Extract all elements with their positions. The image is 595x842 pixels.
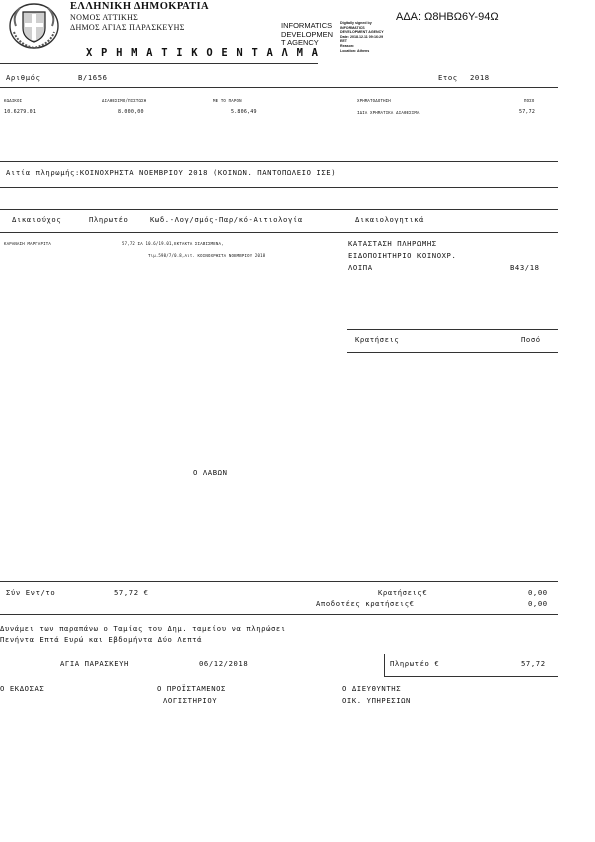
payment-instruction: Δυνάμει των παραπάνω ο Ταμίας του Δημ. ταμείου να πληρώσει <box>0 624 286 633</box>
head-accounting-label: Ο ΠΡΟΪΣΤΑΜΕΝΟΣ <box>157 684 226 693</box>
column-header-code: ΚΩΔΙΚΟΣ <box>4 98 23 103</box>
totals-bottom <box>0 614 558 615</box>
title-underline <box>0 63 318 64</box>
retentions-paid-value: 0,00 <box>528 599 548 608</box>
payment-reason-label: Αιτία πληρωμής: <box>6 168 80 177</box>
payment-reason-value: ΚΟΙΝΟΧΡΗΣΤΑ ΝΟΕΜΒΡΙΟΥ 2018 (ΚΟΙΝΩΝ. ΠΑΝΤΟΠΩΛΕΙΟ ΙΣΕ) <box>79 168 337 177</box>
total-label: Σύν Εντ/το <box>6 588 56 597</box>
header-code: Κωδ.-Λογ/σμός-Παρ/κό-Αιτιολογία <box>150 215 303 224</box>
retentions-amount-label: Ποσό <box>521 335 541 344</box>
reason-divider <box>0 187 558 188</box>
stamp-detail: Date: 2018.12.11 09:16:29 <box>340 34 384 39</box>
detail-line-1: 57,72 ΣΑ 10.6/19.01,ΕΚΤΑΚΤΑ ΣΙΑΒΙΣΜΕΝΑ, <box>122 241 224 246</box>
payment-reason <box>6 168 336 177</box>
total-value: 57,72 € <box>114 588 149 597</box>
retentions-paid-label: Αποδοτέες κρατήσεις€ <box>316 599 415 608</box>
stamp-detail: Location: Athens <box>340 48 370 53</box>
payable-value: 57,72 <box>521 659 546 668</box>
stamp-detail: Digitally signed by <box>340 21 372 25</box>
document-item: ΕΙΔΟΠΟΙΗΤΗΡΙΟ ΚΟΙΝΟΧΡ. <box>348 251 457 260</box>
issuer-signature-label: Ο ΕΚΔΟΣΑΣ <box>0 684 45 693</box>
stamp-detail: Reason: <box>340 43 355 48</box>
detail-header-top <box>0 209 558 210</box>
payable-label: Πληρωτέο € <box>390 659 440 668</box>
coat-of-arms-emblem <box>8 2 60 50</box>
ada-code: ΑΔΑ: Ω8ΗΒΩ6Υ-94Ω <box>396 11 499 23</box>
director-label: Ο ΔΙΕΥΘΥΝΤΗΣ <box>342 684 402 693</box>
retentions-bottom <box>347 352 558 353</box>
republic-name: ΕΛΛΗΝΙΚΗ ΔΗΜΟΚΡΑΤΙΑ <box>70 1 209 12</box>
head-accounting-dept: ΛΟΓΙΣΤΗΡΙΟΥ <box>163 696 218 705</box>
beneficiary-name: ΚΑΡΑΝΑΣΗ ΜΑΡΓΑΡΙΤΑ <box>4 241 51 246</box>
prefecture-name: ΝΟΜΟΣ ΑΤΤΙΚΗΣ <box>70 13 139 22</box>
row-funding: ΙΔΙΑ ΧΡΗΜΑΤΙΚΑ ΔΙΑΘΕΣΙΜΑ <box>357 110 420 115</box>
stamp-line-3: T AGENCY <box>281 38 319 48</box>
row-code: 10.6279.01 <box>4 109 37 115</box>
municipality-name: ΔΗΜΟΣ ΑΓΙΑΣ ΠΑΡΑΣΚΕΥΗΣ <box>70 23 185 32</box>
header-payable: Πληρωτέο <box>89 215 129 224</box>
column-header-amount: ΠΟΣΟ <box>524 98 535 103</box>
stamp-line-1: INFORMATICS <box>281 21 333 30</box>
signature-stamp-org <box>281 22 333 48</box>
retentions-total-label: Κρατήσεις€ <box>378 588 428 597</box>
year-value: 2018 <box>470 73 490 82</box>
column-header-funding: ΧΡΗΜΑΤΟΔΟΤΗΣΗ <box>357 98 391 103</box>
columns-divider <box>0 161 558 162</box>
retentions-total-value: 0,00 <box>528 588 548 597</box>
stamp-detail: DEVELOPMENT AGENCY <box>340 30 384 35</box>
stamp-detail: INFORMATICS <box>340 25 365 30</box>
number-label: Αριθμός <box>6 73 41 82</box>
retentions-top <box>347 329 558 330</box>
number-value: Β/1656 <box>78 73 108 82</box>
document-title: Χ Ρ Η Μ Α Τ Ι Κ Ο Ε Ν Τ Α Λ Μ Α <box>86 47 320 59</box>
stamp-detail: EET <box>340 39 347 44</box>
row-current: 5.806,49 <box>231 109 257 115</box>
column-header-current: ΜΕ ΤΟ ΠΑΡΟΝ <box>213 98 242 103</box>
detail-header-bottom <box>0 232 558 233</box>
issue-place: ΑΓΙΑ ΠΑΡΑΣΚΕΥΗ <box>60 659 129 668</box>
row-amount: 57,72 <box>519 109 536 115</box>
amount-in-words: Πενήντα Επτά Ευρώ και Εβδομήντα Δύο Λεπτά <box>0 635 203 644</box>
director-dept: ΟΙΚ. ΥΠΗΡΕΣΙΩΝ <box>342 696 411 705</box>
detail-line-2: Τιμ.598/7/0.8,Αιτ. ΚΟΙΝΟΧΡΗΣΤΑ ΝΟΕΜΒΡΙΟΥ 2018 <box>148 253 266 258</box>
totals-top <box>0 581 558 582</box>
issue-date: 06/12/2018 <box>199 659 249 668</box>
stamp-line-2: DEVELOPMEN <box>281 29 334 39</box>
document-item: ΚΑΤΑΣΤΑΣΗ ΠΛΗΡΩΜΗΣ <box>348 239 437 248</box>
year-label: Ετος <box>438 73 458 82</box>
row-available: 8.000,00 <box>118 109 144 115</box>
signature-stamp-details <box>340 21 384 53</box>
meta-divider <box>0 87 558 88</box>
document-item: ΛΟΙΠΑ <box>348 263 373 272</box>
column-header-available: ΔΙΑΘΕΣΙΜΟ/ΠΙΣΤΩΣΗ <box>102 98 147 103</box>
retentions-label: Κρατήσεις <box>355 335 400 344</box>
header-documents: Δικαιολογητικά <box>355 215 424 224</box>
header-beneficiary: Δικαιούχος <box>12 215 62 224</box>
receiver-label: Ο ΛΑΒΩΝ <box>193 468 228 477</box>
document-reference: Β43/18 <box>510 263 540 272</box>
